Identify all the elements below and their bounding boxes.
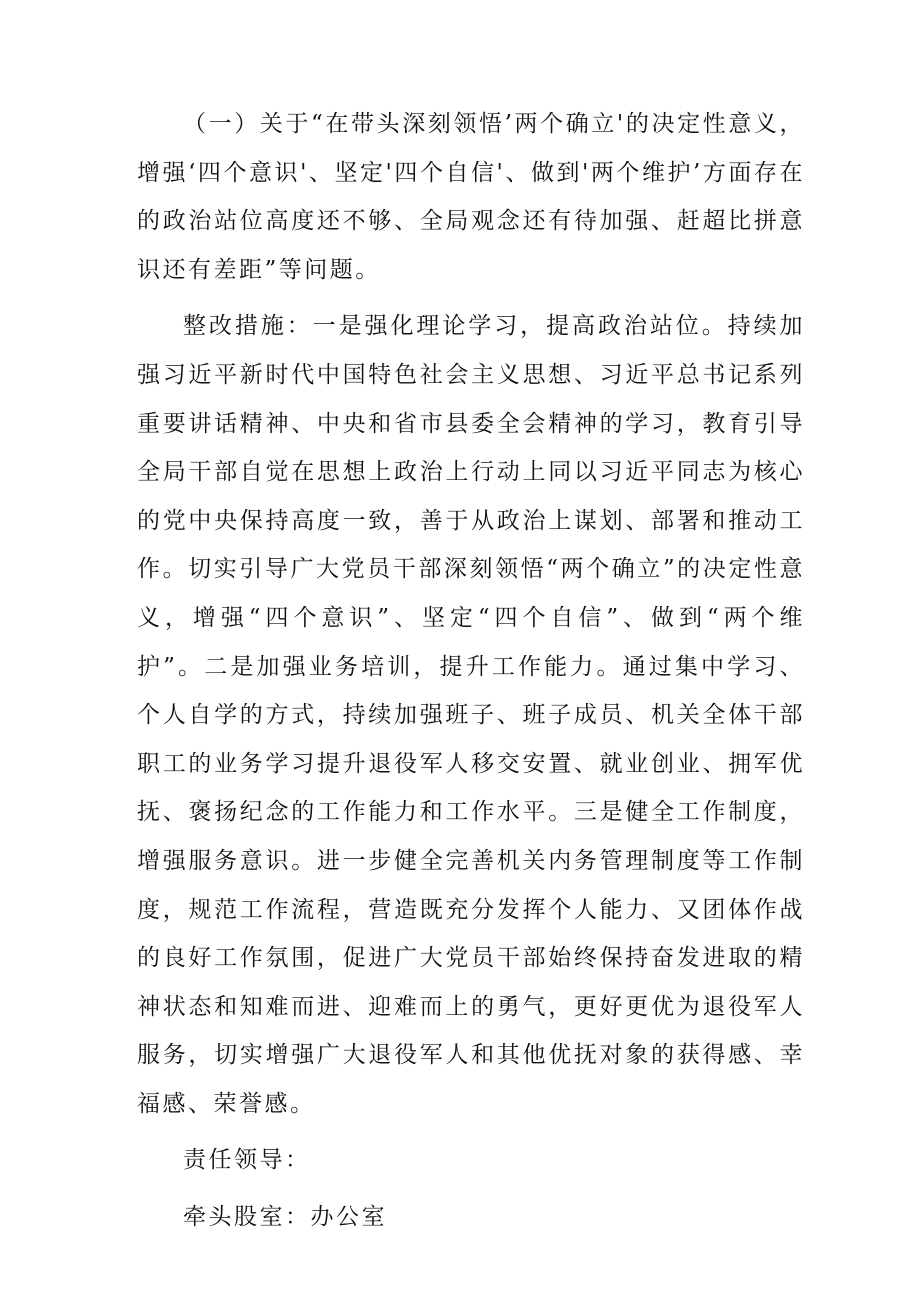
document-body — [137, 100, 805, 1242]
paragraph-gap — [137, 294, 805, 302]
issue-paragraph: （一）关于“在带头深刻领悟’两个确立'的决定性意义，增强‘四个意识'、坚定'四个自信'、做到'两个维护’方面存在的政治站位高度还不够、全局观念还有待加强、赶超比拼意识还有差距”等问题。 — [137, 111, 805, 283]
paragraph-gap — [137, 1185, 805, 1193]
paragraph-gap — [137, 1128, 805, 1136]
rectification-measures-paragraph: 整改措施：一是强化理论学习，提高政治站位。持续加强习近平新时代中国特色社会主义思想、习近平总书记系列重要讲话精神、中央和省市县委全会精神的学习，教育引导全局干部自觉在思想上政治上行动上同以习近平同志为核心的党中央保持高度一致，善于从政治上谋划、部署和推动工作。切实引导广大党员干部深刻领悟“两个确立”的决定性意义，增强“四个意识”、坚定“四个自信”、做到“两个维护”。二是加强业务培训，提升工作能力。通过集中学习、个人自学的方式，持续加强班子、班子成员、机关全体干部职工的业务学习提升退役军人移交安置、就业创业、拥军优抚、褒扬纪念的工作能力和工作水平。三是健全工作制度，增强服务意识。进一步健全完善机关内务管理制度等工作制度，规范工作流程，营造既充分发挥个人能力、又团体作战的良好工作氛围，促进广大党员干部始终保持奋发进取的精神状态和知难而进、迎难而上的勇气，更好更优为退役军人服务，切实增强广大退役军人和其他优抚对象的获得感、幸福感、荣誉感。 — [137, 313, 805, 1117]
lead-office-line: 牵头股室：办公室 — [183, 1204, 387, 1231]
responsible-leader-line: 责任领导： — [183, 1147, 311, 1174]
